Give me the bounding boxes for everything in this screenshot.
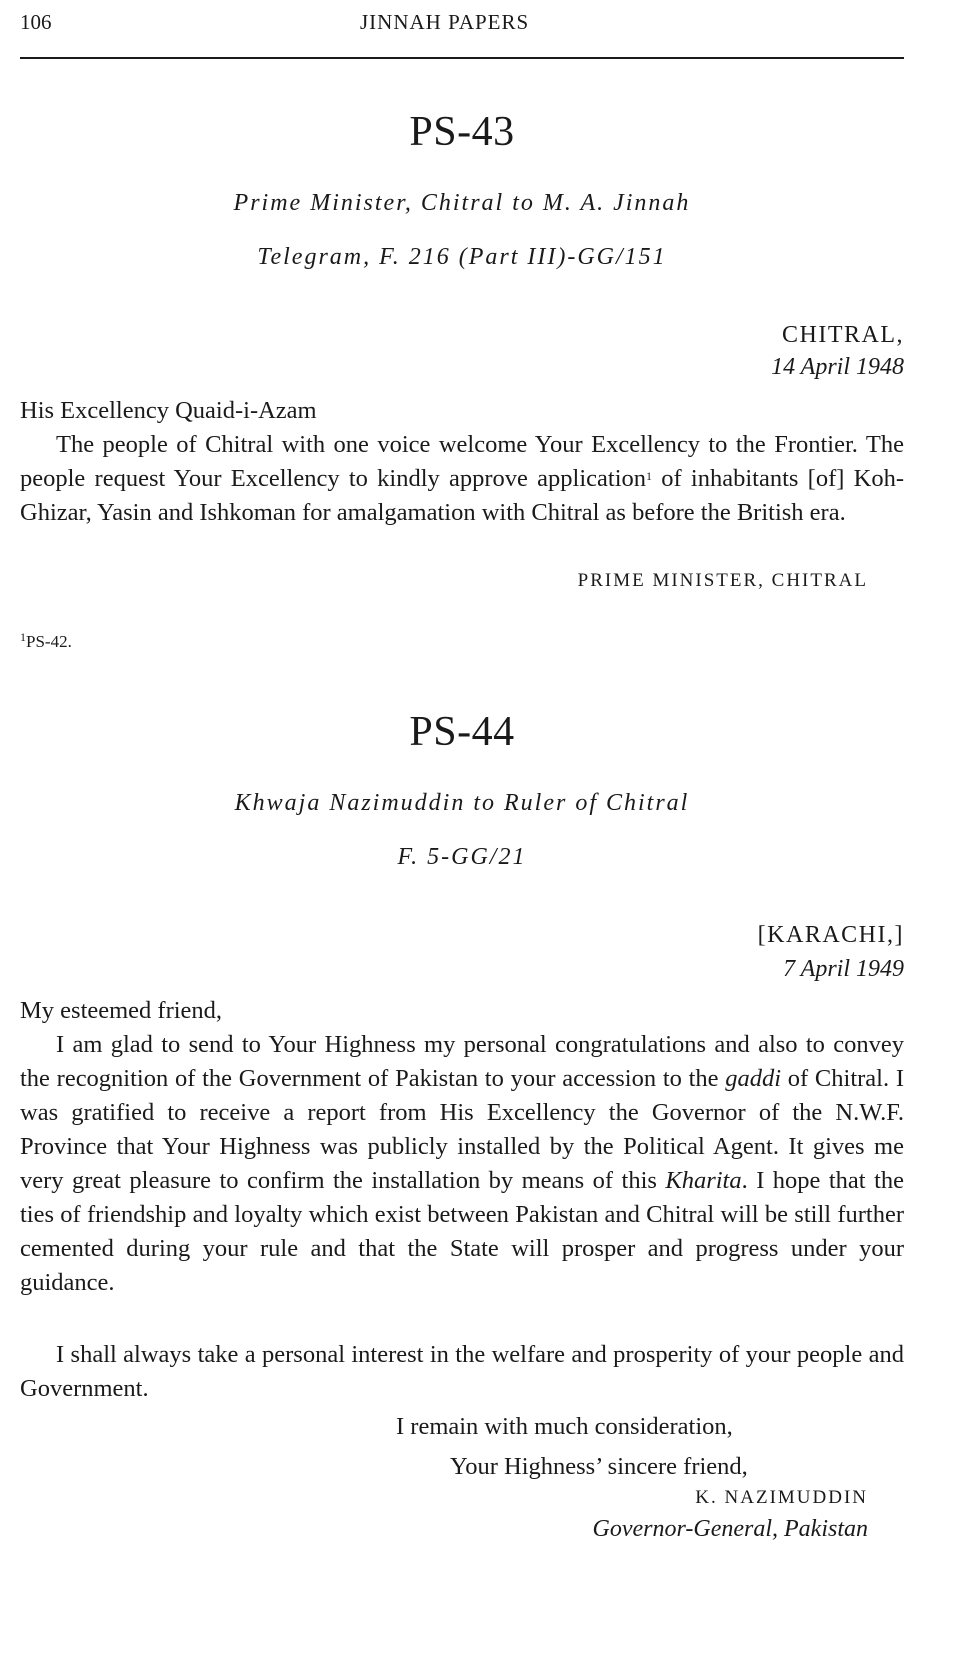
doc1-date: 14 April 1948 (771, 354, 904, 380)
doc2-p1-text-b: of Chitral. I was gratified to receive a report from His Excellency the Governor of the N.W.F. Province that Your Highness was publicly installed by the Political Agent. It gives me very great pleasure to confirm the installation by means of this (20, 1065, 904, 1194)
doc2-reference: F. 5-GG/21 (397, 844, 527, 870)
doc1-note-marker: 1 (646, 469, 653, 483)
doc2-number: PS-44 (409, 709, 515, 755)
doc2-gaddi: gaddi (725, 1065, 782, 1092)
footnote-text: PS-42. (26, 632, 72, 651)
header-rule (20, 57, 904, 59)
doc2-p1-text-a: I am glad to send to Your Highness my personal congratulations and also to convey the recognition of the Government of Pakistan to your accession to the (20, 1031, 904, 1092)
doc2-from-to: Khwaja Nazimuddin to Ruler of Chitral (234, 790, 690, 816)
doc2-paragraph-1 (20, 1028, 904, 1300)
doc2-signature: K. NAZIMUDDIN (695, 1487, 868, 1508)
doc2-place: [KARACHI,] (757, 922, 904, 948)
doc1-signature: PRIME MINISTER, CHITRAL (577, 570, 868, 591)
doc2-date: 7 April 1949 (783, 956, 904, 982)
doc1-place: CHITRAL, (782, 322, 904, 348)
doc2-salutation: My esteemed friend, (20, 997, 223, 1024)
doc1-salutation: His Excellency Quaid-i-Azam (20, 397, 317, 424)
doc2-kharita: Kharita (665, 1167, 742, 1194)
book-page (20, 0, 904, 1654)
doc1-reference: Telegram, F. 216 (Part III)-GG/151 (257, 244, 667, 270)
doc1-body-text-a: The people of Chitral with one voice welcome Your Excellency to the Frontier. The people request Your Excellency to kindly approve application (20, 431, 904, 492)
page-number: 106 (20, 10, 52, 34)
doc2-closing-2: Your Highness’ sincere friend, (450, 1453, 748, 1480)
doc1-body-text-b: of inhabitants [of] Koh-Ghizar, Yasin and Ishkoman for amalgamation with Chitral as before the British era. (20, 465, 904, 526)
doc2-designation: Governor-General, Pakistan (592, 1516, 868, 1542)
doc1-number: PS-43 (409, 109, 515, 155)
doc1-footnote (20, 632, 72, 652)
doc2-closing-1: I remain with much consideration, (396, 1413, 733, 1440)
running-head (20, 8, 904, 38)
running-title: JINNAH PAPERS (360, 10, 530, 34)
doc2-p1-text-c: . I hope that the ties of friendship and loyalty which exist between Pakistan and Chitral will be still further cemented during your rule and that the State will prosper and progress under your guidance. (20, 1167, 904, 1296)
doc1-body (20, 428, 904, 530)
footnote-marker: 1 (20, 630, 26, 644)
doc2-paragraph-2: I shall always take a personal interest in the welfare and prosperity of your people and Government. (20, 1341, 904, 1402)
doc1-from-to: Prime Minister, Chitral to M. A. Jinnah (233, 190, 691, 216)
